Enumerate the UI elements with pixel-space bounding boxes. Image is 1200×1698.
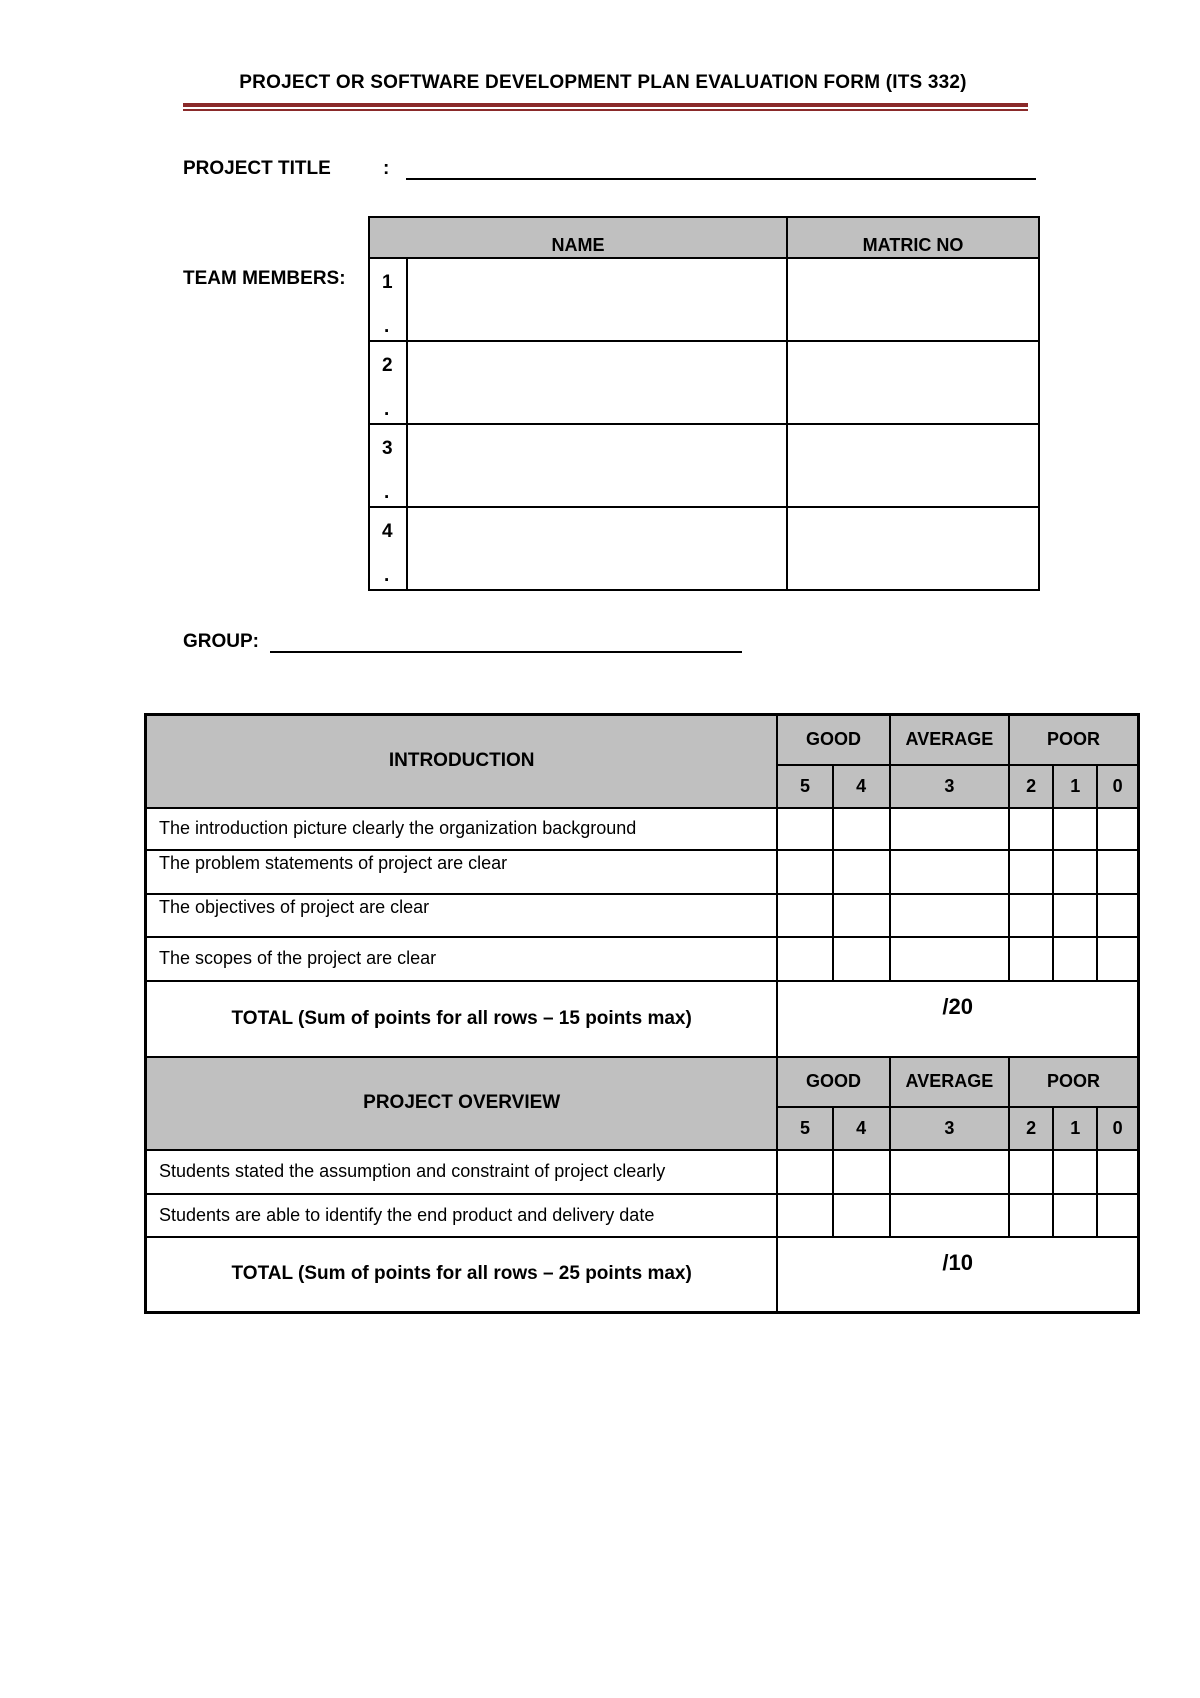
score-cell[interactable]: [890, 850, 1009, 894]
rating-average-header: AVERAGE: [890, 715, 1009, 765]
form-title: PROJECT OR SOFTWARE DEVELOPMENT PLAN EVALUATION FORM (ITS 332): [239, 72, 967, 93]
team-row: [369, 341, 1039, 424]
score-cell[interactable]: [890, 894, 1009, 937]
team-name-cell[interactable]: [407, 341, 787, 424]
total-label: TOTAL (Sum of points for all rows – 15 points max): [146, 981, 778, 1057]
score-cell[interactable]: [1097, 937, 1138, 981]
criteria-text: Students are able to identify the end product and delivery date: [146, 1194, 778, 1237]
score-cell[interactable]: [890, 1150, 1009, 1194]
rating-poor-header: POOR: [1009, 1057, 1138, 1107]
criteria-row: [146, 808, 1139, 850]
score-4-header: 4: [833, 765, 890, 808]
score-cell[interactable]: [1053, 850, 1097, 894]
score-3-header: 3: [890, 1107, 1009, 1150]
score-cell[interactable]: [1097, 1150, 1138, 1194]
score-cell[interactable]: [1009, 1150, 1053, 1194]
criteria-text: The problem statements of project are clear: [146, 850, 778, 894]
section-title-project-overview: PROJECT OVERVIEW: [146, 1057, 778, 1150]
team-name-cell[interactable]: [407, 258, 787, 341]
score-cell[interactable]: [1097, 808, 1138, 850]
score-0-header: 0: [1097, 765, 1138, 808]
score-cell[interactable]: [890, 937, 1009, 981]
team-name-cell[interactable]: [407, 507, 787, 590]
criteria-row: [146, 937, 1139, 981]
project-title-field[interactable]: [406, 178, 1036, 180]
team-row: [369, 424, 1039, 507]
score-cell[interactable]: [1053, 894, 1097, 937]
rating-average-header: AVERAGE: [890, 1057, 1009, 1107]
team-row-number: 4 .: [369, 507, 407, 590]
team-members-label: TEAM MEMBERS:: [183, 268, 346, 289]
score-cell[interactable]: [1009, 894, 1053, 937]
section-title-introduction: INTRODUCTION: [146, 715, 778, 808]
total-value[interactable]: /20: [777, 981, 1138, 1057]
criteria-row: [146, 894, 1139, 937]
score-cell[interactable]: [777, 894, 832, 937]
team-row: [369, 507, 1039, 590]
score-5-header: 5: [777, 1107, 832, 1150]
score-cell[interactable]: [1009, 1194, 1053, 1237]
team-matric-cell[interactable]: [787, 258, 1039, 341]
total-value[interactable]: /10: [777, 1237, 1138, 1313]
evaluation-table: [144, 713, 1140, 1314]
score-cell[interactable]: [1053, 808, 1097, 850]
team-row-number: 3 .: [369, 424, 407, 507]
team-matric-cell[interactable]: [787, 341, 1039, 424]
score-cell[interactable]: [890, 1194, 1009, 1237]
score-cell[interactable]: [1009, 808, 1053, 850]
team-matric-cell[interactable]: [787, 424, 1039, 507]
score-cell[interactable]: [777, 808, 832, 850]
score-cell[interactable]: [833, 808, 890, 850]
team-row-number: 1 .: [369, 258, 407, 341]
score-cell[interactable]: [1009, 850, 1053, 894]
score-cell[interactable]: [777, 850, 832, 894]
team-row: [369, 258, 1039, 341]
score-cell[interactable]: [833, 894, 890, 937]
score-2-header: 2: [1009, 765, 1053, 808]
criteria-row: [146, 1194, 1139, 1237]
rating-good-header: GOOD: [777, 715, 889, 765]
score-2-header: 2: [1009, 1107, 1053, 1150]
criteria-row: [146, 1150, 1139, 1194]
title-rule-thin: [183, 109, 1028, 111]
score-cell[interactable]: [833, 1150, 890, 1194]
criteria-row: [146, 850, 1139, 894]
rating-poor-header: POOR: [1009, 715, 1138, 765]
score-cell[interactable]: [890, 808, 1009, 850]
criteria-text: The objectives of project are clear: [146, 894, 778, 937]
score-cell[interactable]: [1097, 850, 1138, 894]
criteria-text: The introduction picture clearly the organization background: [146, 808, 778, 850]
score-cell[interactable]: [777, 1194, 832, 1237]
score-1-header: 1: [1053, 1107, 1097, 1150]
rating-good-header: GOOD: [777, 1057, 889, 1107]
project-title-colon: :: [383, 158, 390, 179]
criteria-text: Students stated the assumption and constraint of project clearly: [146, 1150, 778, 1194]
score-cell[interactable]: [833, 937, 890, 981]
project-title-label: PROJECT TITLE: [183, 158, 331, 179]
score-1-header: 1: [1053, 765, 1097, 808]
score-cell[interactable]: [833, 850, 890, 894]
score-3-header: 3: [890, 765, 1009, 808]
group-field[interactable]: [270, 651, 742, 653]
score-cell[interactable]: [1053, 1150, 1097, 1194]
score-cell[interactable]: [1097, 1194, 1138, 1237]
score-cell[interactable]: [1053, 1194, 1097, 1237]
score-4-header: 4: [833, 1107, 890, 1150]
score-cell[interactable]: [1097, 894, 1138, 937]
score-cell[interactable]: [777, 937, 832, 981]
team-name-header: NAME: [369, 217, 787, 258]
score-0-header: 0: [1097, 1107, 1138, 1150]
team-matric-cell[interactable]: [787, 507, 1039, 590]
score-cell[interactable]: [1009, 937, 1053, 981]
title-rule-thick: [183, 103, 1028, 107]
score-cell[interactable]: [777, 1150, 832, 1194]
score-cell[interactable]: [1053, 937, 1097, 981]
team-name-cell[interactable]: [407, 424, 787, 507]
team-matric-header: MATRIC NO: [787, 217, 1039, 258]
team-row-number: 2 .: [369, 341, 407, 424]
group-label: GROUP:: [183, 631, 259, 652]
criteria-text: The scopes of the project are clear: [146, 937, 778, 981]
total-label: TOTAL (Sum of points for all rows – 25 points max): [146, 1237, 778, 1313]
score-5-header: 5: [777, 765, 832, 808]
score-cell[interactable]: [833, 1194, 890, 1237]
team-table: [368, 216, 1040, 591]
